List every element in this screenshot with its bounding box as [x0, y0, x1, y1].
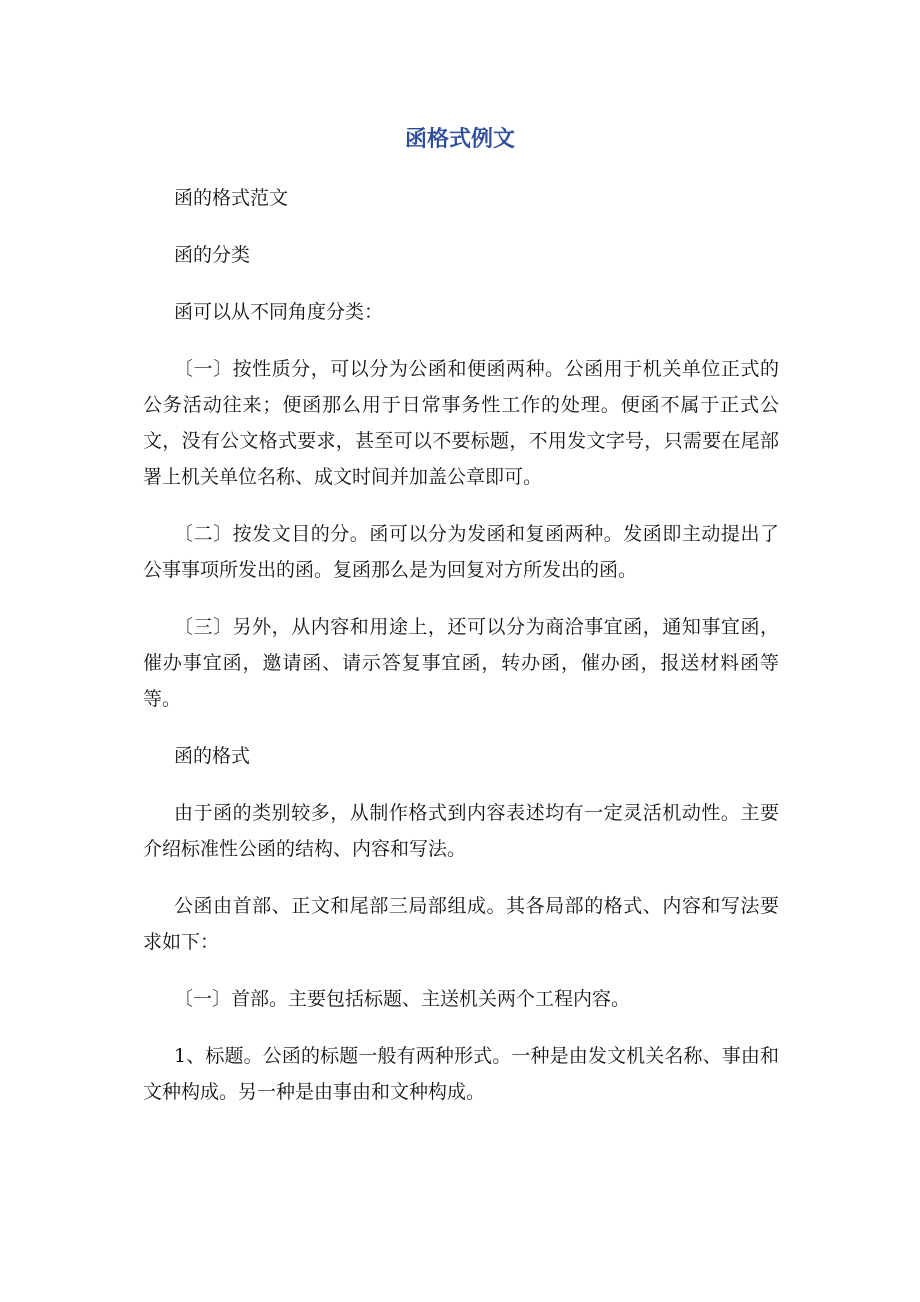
paragraph: 1、标题。公函的标题一般有两种形式。一种是由发文机关名称、事由和文种构成。另一种是由事由和文种构成。: [143, 1045, 779, 1103]
paragraph: 〔三〕另外，从内容和用途上，还可以分为商洽事宜函，通知事宜函，催办事宜函，邀请函、请示答复事宜函，转办函，催办函，报送材料函等等。: [143, 616, 779, 710]
paragraph: 公函由首部、正文和尾部三局部组成。其各局部的格式、内容和写法要求如下：: [143, 895, 779, 953]
document-body: [143, 180, 779, 1131]
paragraph: 函的格式: [174, 745, 251, 767]
paragraph: 〔二〕按发文目的分。函可以分为发函和复函两种。发函即主动提出了公事事项所发出的函。复函那么是为回复对方所发出的函。: [143, 523, 779, 581]
paragraph: 函的格式范文: [174, 187, 289, 209]
paragraph: 函的分类: [174, 244, 251, 266]
paragraph: 〔一〕按性质分，可以分为公函和便函两种。公函用于机关单位正式的公务活动往来；便函那么用于日常事务性工作的处理。便函不属于正式公文，没有公文格式要求，甚至可以不要标题，不用发文字号，只需要在尾部署上机关单位名称、成文时间并加盖公章即可。: [143, 358, 779, 488]
document-title: 函格式例文: [404, 127, 515, 152]
paragraph: 函可以从不同角度分类：: [174, 301, 384, 323]
paragraph: 由于函的类别较多，从制作格式到内容表述均有一定灵活机动性。主要介绍标准性公函的结构、内容和写法。: [143, 802, 779, 860]
paragraph: 〔一〕首部。主要包括标题、主送机关两个工程内容。: [174, 988, 631, 1010]
